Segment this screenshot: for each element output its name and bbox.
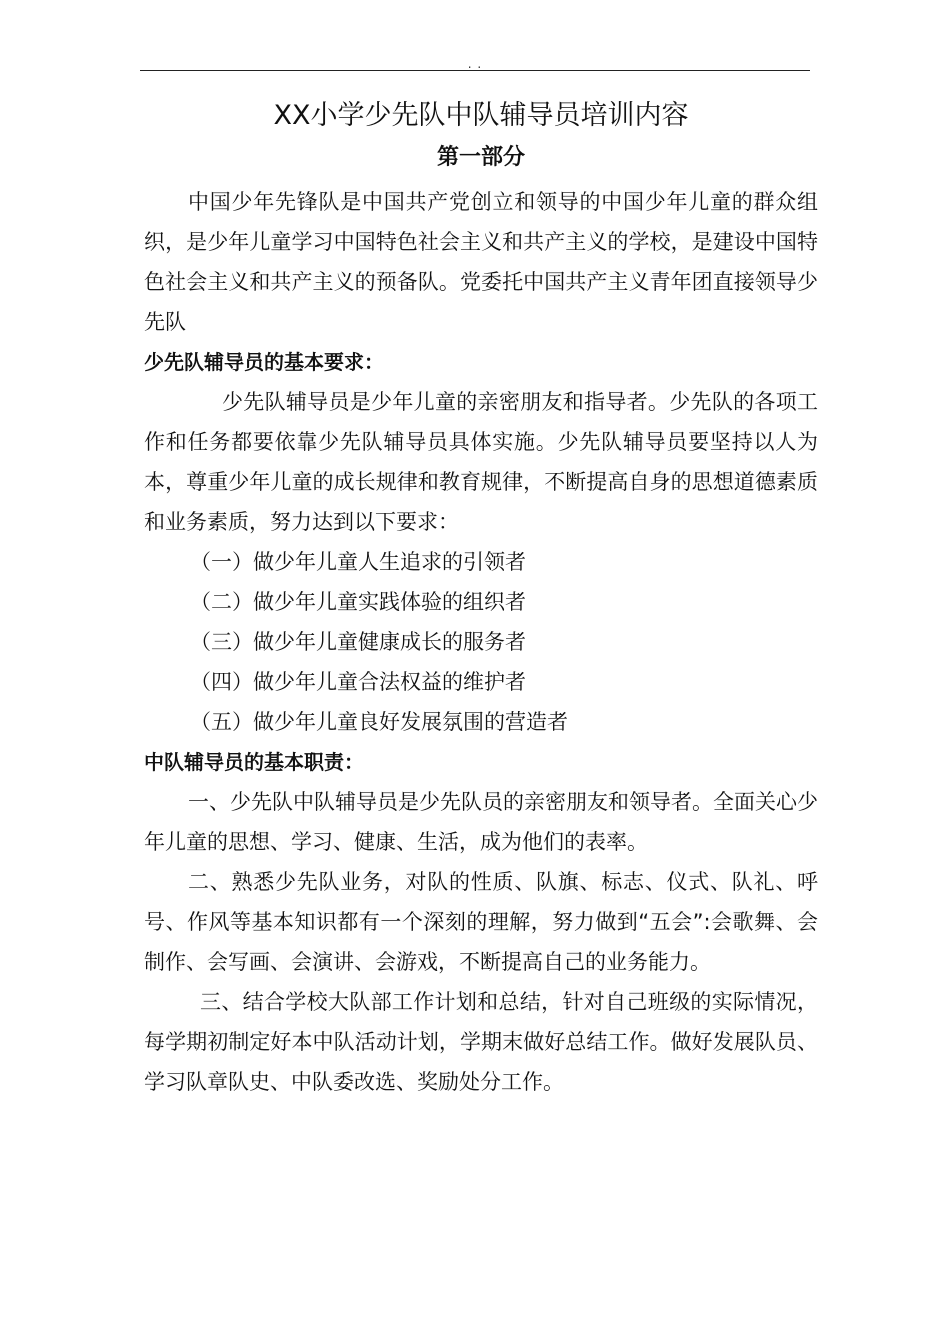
header-rule <box>140 70 810 71</box>
intro-paragraph: 中国少年先锋队是中国共产党创立和领导的中国少年儿童的群众组织，是少年儿童学习中国特色社会主义和共产主义的学校，是建设中国特色社会主义和共产主义的预备队。党委托中国共产主义青年团直接领导少先队 <box>144 190 818 334</box>
list-item: （二）做少年儿童实践体验的组织者 <box>190 590 526 614</box>
list-item: （三）做少年儿童健康成长的服务者 <box>190 630 526 654</box>
list-item: （四）做少年儿童合法权益的维护者 <box>190 670 526 694</box>
requirements-list <box>144 542 818 742</box>
list-item: （一）做少年儿童人生追求的引领者 <box>190 550 526 574</box>
document-subtitle: 第一部分 <box>436 145 525 170</box>
header-dots: . . <box>467 57 483 71</box>
duty-paragraph-3: 三、结合学校大队部工作计划和总结，针对自己班级的实际情况，每学期初制定好本中队活动计划，学期末做好总结工作。做好发展队员、学习队章队史、中队委改选、奖励处分工作。 <box>144 990 818 1094</box>
section-heading-requirements: 少先队辅导员的基本要求： <box>144 350 384 374</box>
duty-paragraph-2: 二、熟悉少先队业务，对队的性质、队旗、标志、仪式、队礼、呼号、作风等基本知识都有一个深刻的理解，努力做到“五会”:会歌舞、会制作、会写画、会演讲、会游戏，不断提高自己的业务能力。 <box>144 870 818 974</box>
section-heading-duties: 中队辅导员的基本职责： <box>144 750 364 774</box>
list-item: （五）做少年儿童良好发展氛围的营造者 <box>190 710 568 734</box>
requirements-paragraph: 少先队辅导员是少年儿童的亲密朋友和指导者。少先队的各项工作和任务都要依靠少先队辅导员具体实施。少先队辅导员要坚持以人为本，尊重少年儿童的成长规律和教育规律，不断提高自身的思想道德素质和业务素质，努力达到以下要求： <box>144 390 818 534</box>
document-body <box>144 94 818 1102</box>
document-title: XX小学少先队中队辅导员培训内容 <box>273 100 689 131</box>
duty-paragraph-1: 一、少先队中队辅导员是少先队员的亲密朋友和领导者。全面关心少年儿童的思想、学习、健康、生活，成为他们的表率。 <box>144 790 818 854</box>
